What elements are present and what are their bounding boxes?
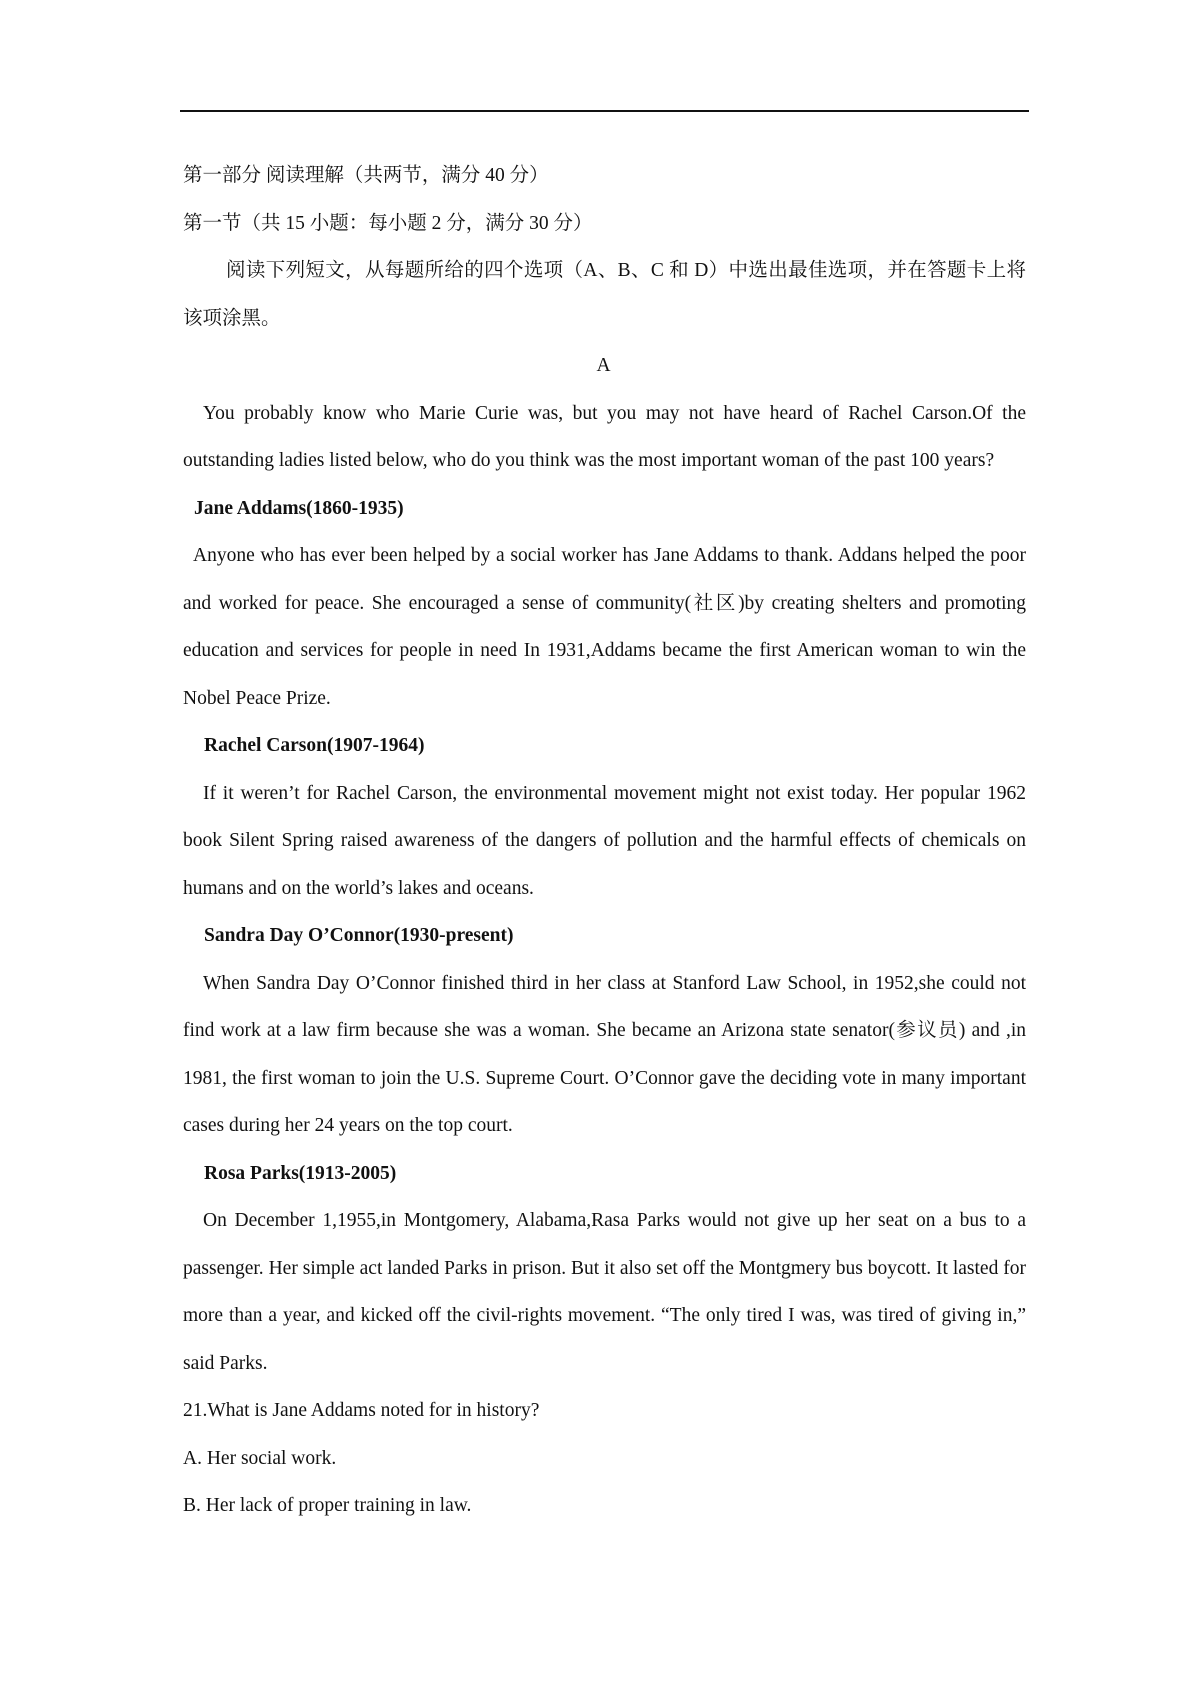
section-title: 第一节（共 15 小题：每小题 2 分，满分 30 分）: [183, 212, 593, 234]
header-rule: [180, 110, 1029, 112]
passage-intro: You probably know who Marie Curie was, but you may not have heard of Rachel Carson.Of the outstanding ladies listed below, who do you think was the most important woman of the past 100 years?: [183, 402, 1026, 471]
bio-title: Rachel Carson(1907-1964): [204, 735, 425, 756]
bio-title: Jane Addams(1860-1935): [194, 497, 404, 519]
bio-sandra-day-oconnor: [183, 912, 1026, 1150]
bio-title: Sandra Day O’Connor(1930-present): [204, 925, 514, 946]
part-title: 第一部分 阅读理解（共两节，满分 40 分）: [183, 165, 549, 186]
bio-text: When Sandra Day O’Connor finished third in her class at Stanford Law School, in 1952,she could not find work at a law firm because she was a woman. She became an Arizona state senator(参议员) and ,in 1981, the first woman to join the U.S. Supreme Court. O’Connor gave the deciding vote in many important cases during her 24 years on the top court.: [183, 972, 1026, 1136]
bio-text: If it weren’t for Rachel Carson, the environmental movement might not exist today. Her popular 1962 book Silent Spring raised awareness of the dangers of pollution and the harmful effects of chemicals on humans and on the world’s lakes and oceans.: [183, 782, 1026, 899]
option-b: B. Her lack of proper training in law.: [183, 1495, 472, 1516]
bio-text: Anyone who has ever been helped by a social worker has Jane Addams to thank. Addans helped the poor and worked for peace. She encouraged a sense of community(社区)by creating shelters and promoting education and services for people in need In 1931,Addams became the first American woman to win the Nobel Peace Prize.: [183, 545, 1026, 709]
bio-rachel-carson: [183, 722, 1026, 912]
exam-page: [183, 152, 1026, 1530]
passage-label: A: [596, 355, 611, 376]
option-a: A. Her social work.: [183, 1447, 337, 1469]
instructions: 阅读下列短文，从每题所给的四个选项（A、B、C 和 D）中选出最佳选项，并在答题卡上将该项涂黑。: [183, 260, 1026, 329]
question-stem: 21.What is Jane Addams noted for in history?: [183, 1400, 540, 1421]
bio-title: Rosa Parks(1913-2005): [204, 1162, 397, 1184]
bio-jane-addams: [183, 485, 1026, 723]
bio-rosa-parks: [183, 1150, 1026, 1388]
bio-text: On December 1,1955,in Montgomery, Alabama,Rasa Parks would not give up her seat on a bus to a passenger. Her simple act landed Parks in prison. But it also set off the Montgmery bus boycott. It lasted for more than a year, and kicked off the civil-rights movement. “The only tired I was, was tired of giving in,” said Parks.: [183, 1210, 1026, 1374]
